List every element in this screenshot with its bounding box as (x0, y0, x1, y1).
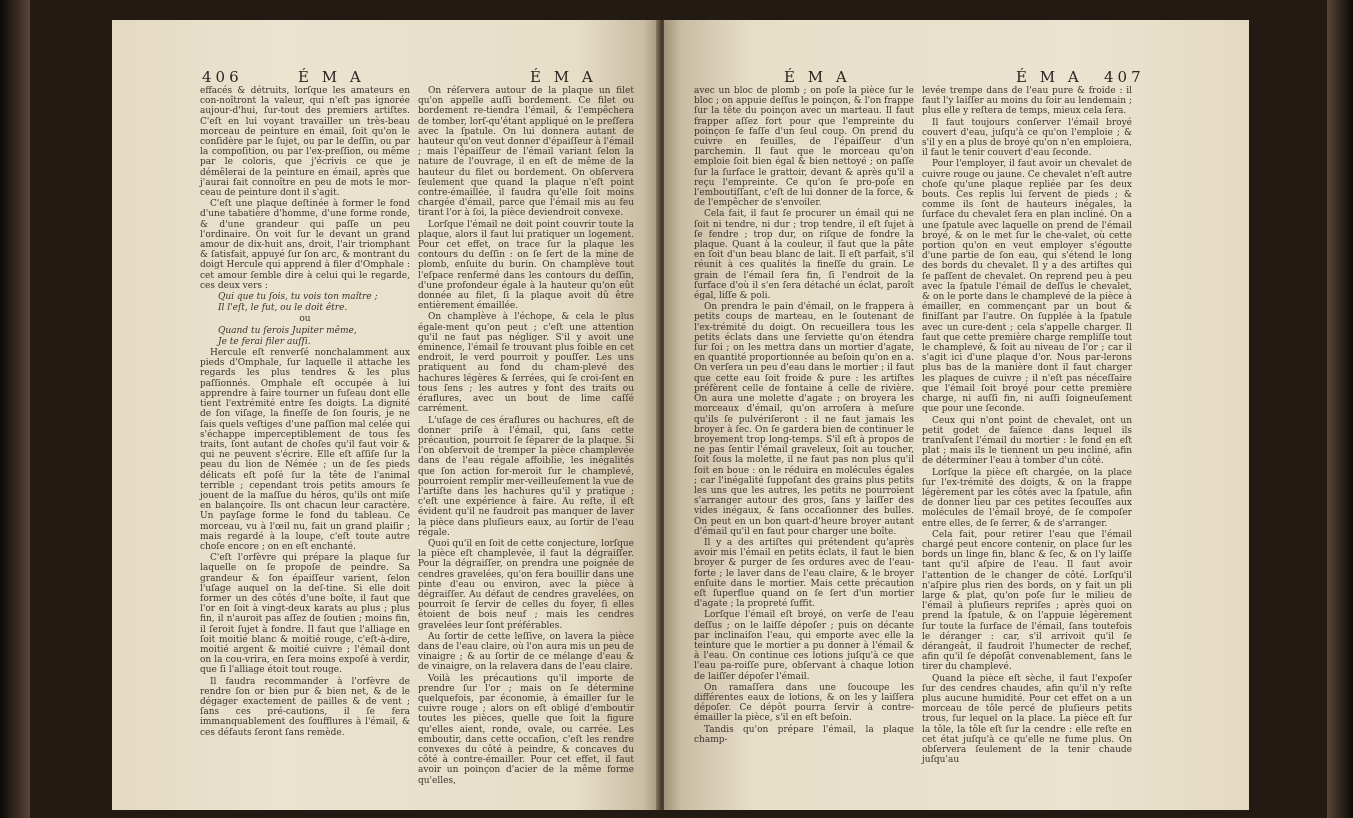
paragraph: avec un bloc de plomb ; on poſe la pièce ſur le bloc ; on appuie deſſus le poinçon, & l'on frappe ſur la tête du poinçon avec un marteau. Il faut frapper aſſez fort pour que l'empreinte du poinçon ſe faſſe d'un ſeul coup. On prend du cuivre en feuilles, de l'épaiſſeur d'un parchemin. Il faut que le morceau qu'on emploie ſoit bien égal & bien nettoyé ; on paſſe ſur la ſurface le grattoir, devant & après qu'il a reçu l'empreinte. Ce qu'on ſe pro-poſe en l'emboutiſſant, c'eſt de lui donner de la force, & de l'empêcher de s'envoiler. (694, 86, 914, 209)
left-page-number: 406 (202, 68, 243, 86)
book-edge-right (1327, 0, 1353, 818)
paragraph: Ceux qui n'ont point de chevalet, ont un petit godet de faïence dans lequel ils tranſvaſent l'émail du mortier : le fond en eſt plat ; mais ils le tiennent un peu incliné, afin de déterminer l'eau à tomber d'un côté. (922, 415, 1132, 467)
left-page-header-left: É M A (298, 68, 365, 86)
paragraph: Au ſortir de cette leſſive, on lavera la pièce dans de l'eau claire, où l'on aura mis un peu de vinaigre ; & au ſortir de ce mélange d'eau & de vinaigre, on la relavera dans de l'eau claire. (418, 631, 634, 673)
paragraph: Quoi qu'il en ſoit de cette conjecture, lorſque la pièce eſt champlevée, il faut la dégraiſſer. Pour la dégraiſſer, on prendra une poignée de cendres gravelées, qu'on fera bouillir dans une pinte d'eau ou environ, avec la pièce à dégraiſſer. Au défaut de cendres gravelées, on pourroit ſe ſervir de celles du foyer, ſi elles étoient de bois neuf ; mais les cendres gravelées leur ſont préférables. (418, 538, 634, 631)
paragraph: effacés & détruits, lorſque les amateurs en con-noîtront la valeur, qui n'eſt pas ignorée aujour-d'hui, ſur-tout des premiers artiſtes. C'eſt en lui voyant travailler un très-beau morceau de peinture en émail, ſoit qu'on le conſidère par le ſujet, ou par le deſſin, ou par la compoſition, ou par l'ex-preſſion, ou même par le coloris, que j'écrivis ce que je démêlerai de la peinture en émail, après que j'aurai fait connoître en peu de mots le mor-ceau de peinture dont il s'agit. (200, 86, 410, 199)
paragraph: Hercule eſt renverſé nonchalamment aux pieds d'Omphale, ſur laquelle il attache les regards les plus tendres & les plus paſſionnés. Omphale eſt occupée à lui apprendre à faire tourner un fuſeau dont elle tient l'extrémité entre ſes doigts. La dignité de ſon viſage, la fineſſe de ſon ſouris, je ne ſais quels veſtiges d'une paſſion mal celée qui s'échappe imperceptiblement de tous ſes traits, ſont autant de choſes qu'il faut voir & qui ne peuvent s'écrire. Elle eſt aſſiſe ſur la peau du lion de Némée ; un de ſes pieds délicats eſt poſé ſur la tête de l'animal terrible ; cependant trois petits amours ſe jouent de la maſſue du héros, qu'ils ont miſe en balançoire. Ils ont chacun leur caractère. Un payſage forme le fond du tableau. Ce morceau, vu à l'œil nu, fait un grand plaiſir ; mais regardé à la loupe, c'eſt toute autre choſe encore ; on en eſt enchanté. (200, 348, 410, 552)
paragraph: Lorſque l'émail eſt broyé, on verſe de l'eau deſſus ; on le laiſſe dépoſer ; puis on décante par inclinaiſon l'eau, qui emporte avec elle la teinture que le mortier a pu donner à l'émail & à l'eau. On continue ces lotions juſqu'à ce que l'eau pa-roiſſe pure, obſervant à chaque lotion de laiſſer dépoſer l'émail. (694, 610, 914, 682)
paragraph: Cela fait, il faut ſe procurer un émail qui ne ſoit ni tendre, ni dur ; trop tendre, il eſt ſujet à ſe fendre ; trop dur, on riſque de fondre la plaque. Quant à la couleur, il faut que la pâte en ſoit d'un beau blanc de lait. Il eſt parfait, s'il réunit à ces qualités la fineſſe du grain. Le grain de l'émail ſera fin, ſi l'endroit de la ſurface d'où il s'en ſera détaché un éclat, paroît égal, liſſe & poli. (694, 209, 914, 302)
paragraph: levée trempe dans de l'eau pure & froide : il faut l'y laiſſer au moins du ſoir au lendemain ; plus elle y reſtera de temps, mieux cela ſera. (922, 86, 1132, 117)
verse-line: Quand tu ſerois Jupiter même, (218, 325, 357, 336)
paragraph: On réſervera autour de la plaque un filet qu'on appelle auſſi bordement. Ce filet ou bordement re-tiendra l'émail, & l'empêchera de tomber, lorſ-qu'étant appliqué on le preſſera avec la ſpatule. On lui donnera autant de hauteur qu'on veut donner d'épaiſſeur à l'émail ; mais l'épaiſſeur de l'émail variant ſelon la nature de l'ouvrage, il en eſt de même de la hauteur du filet ou bordement. On obſervera ſeulement que quand la plaque n'eſt point contre-émaillée, il faudra qu'elle ſoit moins chargée d'émail, parce que l'émail mis au feu tirant l'or à ſoi, la pièce deviendroit convexe. (418, 86, 634, 219)
right-page-header-right: É M A (1016, 68, 1083, 86)
verse-line: Je te ferai filer auſſi. (218, 336, 311, 347)
paragraph: Lorſque l'émail ne doit point couvrir toute la plaque, alors il faut lui pratiquer un logement. Pour cet effet, on trace ſur la plaque les contours du deſſin : on ſe ſert de la mine de plomb, enſuite du burin. On champlève tout l'eſpace renfermé dans les contours du deſſin, d'une profondeur égale à la hauteur qu'on eût donnée au filet, ſi la plaque avoit dû être entièrement émaillée. (418, 219, 634, 312)
paragraph: Il y a des artiſtes qui prétendent qu'après avoir mis l'émail en petits éclats, il faut le bien broyer & purger de ſes ordures avec de l'eau-forte ; le laver dans de l'eau claire, & le broyer enſuite dans le mortier. Mais cette précaution eſt ſuperflue quand on ſe ſert d'un mortier d'agate ; la propreté ſuffit. (694, 537, 914, 610)
verse-separator: ou (299, 314, 311, 325)
paragraph: Il faudra recommander à l'orfèvre de rendre ſon or bien pur & bien net, & de le dégager exactement de pailles & de vent ; ſans ces pré-cautions, il ſe fera immanquablement des ſoufflures à l'émail, & ces défauts ſeront ſans remède. (200, 676, 410, 738)
paragraph: Tandis qu'on prépare l'émail, la plaque champ- (694, 724, 914, 745)
paragraph: Voilà les précautions qu'il importe de prendre ſur l'or ; mais on ſe détermine quelquefois, par économie, à émailler ſur le cuivre rouge ; alors on eſt obligé d'emboutir toutes les pièces, quelle que ſoit la figure qu'elles aient, ronde, ovale, ou carrée. Les emboutir, dans cette occaſion, c'eſt les rendre convexes du côté à peindre, & concaves du côté à contre-émailler. Pour cet effet, il faut avoir un poinçon d'acier de la même forme qu'elles, (418, 673, 634, 786)
paragraph: C'eſt l'orfèvre qui prépare la plaque ſur laquelle on ſe propoſe de peindre. Sa grandeur & ſon épaiſſeur varient, ſelon l'uſage auquel on la deſ-tine. Si elle doit former un des côtés d'une boîte, il faut que l'or en ſoit à vingt-deux karats au plus ; plus fin, il n'auroit pas aſſez de ſoutien ; moins fin, il ſeroit ſujet à fondre. Il faut que l'alliage en ſoit moitié blanc & moitié rouge, c'eſt-à-dire, moitié argent & moitié cuivre ; l'émail dont on la cou-vrira, en ſera moins expoſé à verdir, que ſi l'alliage étoit tout rouge. (200, 553, 410, 676)
left-page (112, 20, 660, 810)
right-page-column-1 (694, 86, 914, 746)
left-page-column-1 (200, 86, 410, 739)
verse-line: Il l'eſt, le fut, ou le doit être. (218, 303, 348, 314)
paragraph: On champlève à l'échope, & cela le plus égale-ment qu'on peut ; c'eſt une attention qu'il ne faut pas négliger. S'il y avoit une éminence, l'émail ſe trouvant plus foible en cet endroit, le verd pourroit y pouſſer. Les uns pratiquent au fond du cham-plevé des hachures légères & ſerrées, qui ſe croi-ſent en tous ſens ; les autres y font des traits ou éraflures, avec un bout de lime caſſé carrément. (418, 312, 634, 415)
right-page-header-left: É M A (784, 68, 851, 86)
right-page-column-2 (922, 86, 1132, 766)
paragraph: On ramaſſera dans une ſoucoupe les différentes eaux de lotions, & on les y laiſſera dépoſer. Ce dépôt pourra ſervir à contre-émailler la pièce, s'il en eſt beſoin. (694, 682, 914, 724)
paragraph: L'uſage de ces éraflures ou hachures, eſt de donner priſe à l'émail, qui, ſans cette précaution, pourroit ſe ſéparer de la plaque. Si l'on obſervoit de tremper la pièce champlevée dans de l'eau régale affoiblie, les inégalités que ſon action for-meroit ſur le champlevé, pourroient remplir mer-veilleuſement la vue de l'artiſte dans les hachures qu'il y pratique ; c'eſt une expérience à faire. Au reſte, il eſt évident qu'il ne faudroit pas manquer de laver la pièce dans pluſieurs eaux, au ſortir de l'eau régale. (418, 415, 634, 538)
paragraph: Cela fait, pour retirer l'eau que l'émail chargé peut encore contenir, on place ſur les bords un linge fin, blanc & ſec, & on l'y laiſſe tant qu'il aſpire de l'eau. Il faut avoir l'attention de le changer de côté. Lorſqu'il n'aſpire plus rien des bords, on y fait un pli large & plat, qu'on poſe ſur le milieu de l'émail à pluſieurs repriſes ; après quoi on prend la ſpatule, & on l'appuie légèrement ſur toute la ſurface de l'émail, ſans toutefois le déranger : car, s'il arrivoit qu'il ſe dérangeât, il faudroit l'humecter de rechef, afin qu'il ſe dépoſât convenablement, ſans le tirer du champlevé. (922, 529, 1132, 673)
left-page-header-right: É M A (530, 68, 597, 86)
verse-line: Qui que tu ſois, tu vois ton maître ; (218, 292, 378, 303)
paragraph: Lorſque la pièce eſt chargée, on la place ſur l'ex-trémité des doigts, & on la frappe légèrement par les côtés avec la ſpatule, afin de donner lieu par ces petites ſecouſſes aux molécules de l'émail broyé, de ſe compoſer entre elles, de ſe ſerrer, & de s'arranger. (922, 467, 1132, 529)
paragraph: Pour l'employer, il faut avoir un chevalet de cuivre rouge ou jaune. Ce chevalet n'eſt autre choſe qu'une plaque repliée par ſes deux bouts. Ces replis lui ſervent de pieds ; & comme ils ſont de hauteurs inégales, la ſurface du chevalet ſera en plan incliné. On a une ſpatule avec laquelle on prend de l'émail broyé, & on le met ſur le che-valet, où cette portion qu'on en veut employer s'égoutte d'une partie de ſon eau, qui s'étend le long des bords du chevalet. Il y a des artiſtes qui ſe paſſent de chevalet. On reprend peu à peu avec la ſpatule l'émail de deſſus le chevalet, & on le porte dans le champlevé de la pièce à émailler, en commençant par un bout & finiſſant par l'autre. On ſupplée à la ſpatule avec un cure-dent ; cela s'appelle charger. Il faut que cette première charge rempliſſe tout le champlevé, & ſoit au niveau de l'or ; car il s'agit ici d'une plaque d'or. Nous par-lerons plus bas de la manière dont il faut charger les plaques de cuivre ; il n'eſt pas néceſſaire que l'émail ſoit broyé pour cette première charge, ni auſſi fin, ni auſſi ſoigneuſement que pour une ſeconde. (922, 159, 1132, 415)
book-edge-left (0, 0, 30, 818)
right-page (664, 20, 1249, 810)
paragraph: Il faut toujours conſerver l'émail broyé couvert d'eau, juſqu'à ce qu'on l'emploie ; & s'il y en a plus de broyé qu'on n'en emploiera, il faut le tenir couvert d'eau ſeconde. (922, 117, 1132, 159)
paragraph: On prendra le pain d'émail, on le frappera à petits coups de marteau, en le ſoutenant de l'ex-trémité du doigt. On recueillera tous les petits éclats dans une ſerviette qu'on étendra ſur ſoi ; on les mettra dans un mortier d'agate, en quantité proportionnée au beſoin qu'on en a. On verſera un peu d'eau dans le mortier ; il faut que cette eau ſoit froide & pure : les artiſtes préfèrent celle de fontaine à celle de rivière. On aura une molette d'agate ; on broyera les morceaux d'émail, qu'on arroſera à meſure qu'ils ſe pulvériſeront : il ne faut jamais les broyer à ſec. On ſe gardera bien de continuer le broyement trop long-temps. S'il eſt à propos de ne pas ſentir l'émail graveleux, ſoit au toucher, ſoit ſous la molette, il ne faut pas non plus qu'il ſoit en boue : on le réduira en molécules égales ; car l'inégalité ſuppoſant des grains plus petits les uns que les autres, les petits ne pourroient s'arranger autour des gros, ſans y laiſſer des vides inégaux, & ſans occaſionner des bulles. On peut en un bon quart-d'heure broyer autant d'émail qu'il en faut pour charger une boîte. (694, 302, 914, 537)
paragraph: C'eſt une plaque deſtinée à former le fond d'une tabatière d'homme, d'une forme ronde, & d'une grandeur qui paſſe un peu l'ordinaire. On voit ſur le devant un grand amour de dix-huit ans, droit, l'air triomphant & ſatisfait, appuyé ſur ſon arc, & montrant du doigt Hercule qui apprend à filer d'Omphale : cet amour ſemble dire à celui qui le regarde, ces deux vers : (200, 199, 410, 291)
paragraph: Quand la pièce eſt sèche, il faut l'expoſer ſur des cendres chaudes, afin qu'il n'y reſte plus aucune humidité. Pour cet effet on a un morceau de tôle percé de pluſieurs petits trous, ſur lequel on la place. La pièce eſt ſur la tôle, la tôle eſt ſur la cendre : elle reſte en cet état juſqu'à ce qu'elle ne fume plus. On obſervera ſeulement de la tenir chaude juſqu'au (922, 673, 1132, 766)
right-page-number: 407 (1104, 68, 1145, 86)
left-page-column-2 (418, 86, 634, 787)
